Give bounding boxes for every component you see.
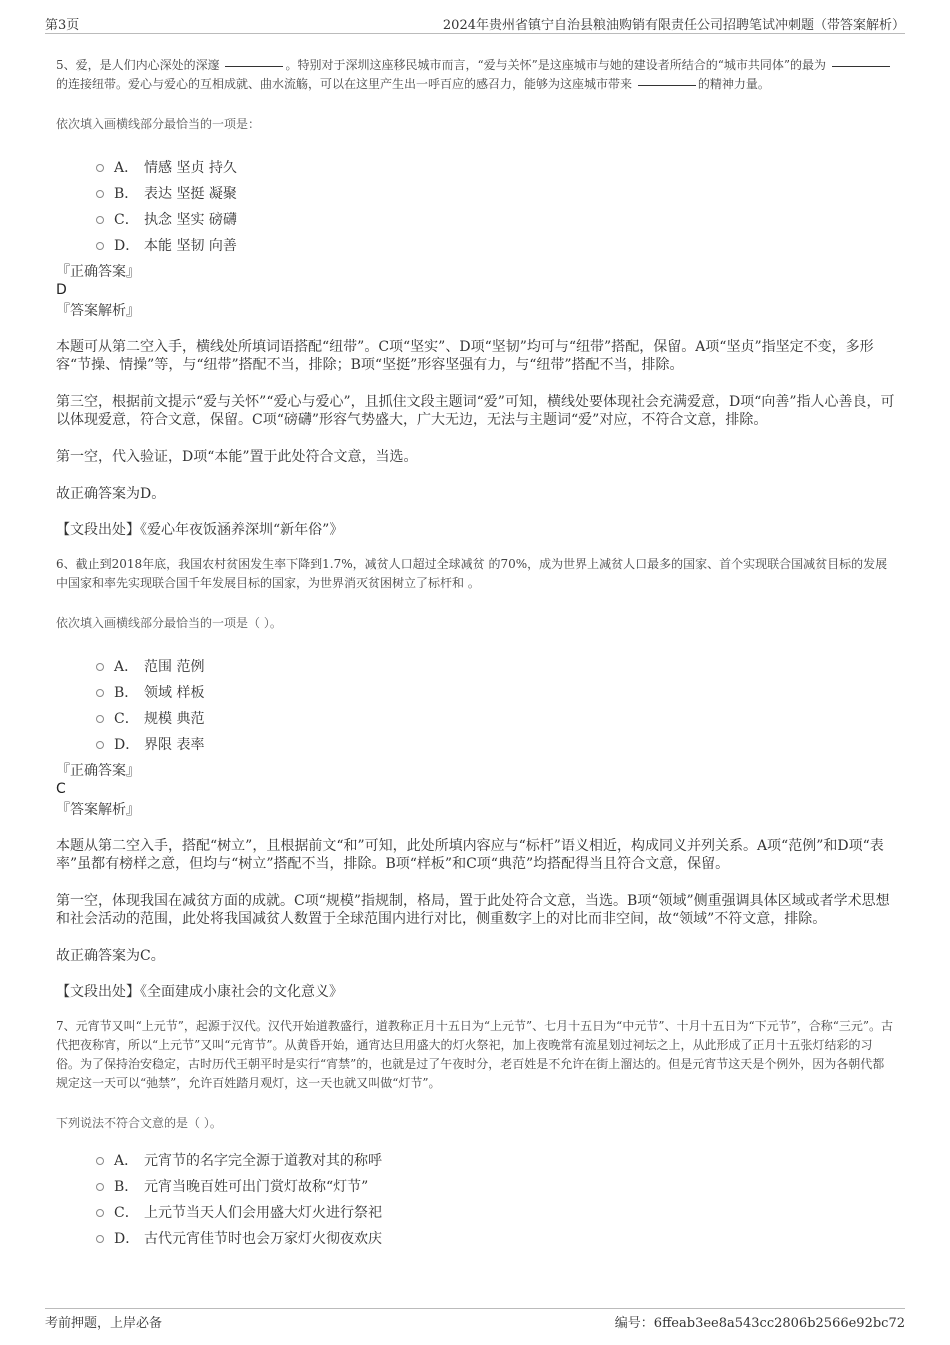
radio-icon[interactable] <box>96 741 104 749</box>
blank-line <box>832 65 890 67</box>
analysis-paragraph: 故正确答案为D。 <box>56 486 166 502</box>
option-key: B． <box>114 685 139 701</box>
blank-line <box>225 65 283 67</box>
radio-icon[interactable] <box>96 715 104 723</box>
option-key: A． <box>114 1153 139 1169</box>
analysis-paragraph: 本题可从第二空入手，横线处所填词语搭配“纽带”。C项“坚实”、D项“坚韧”均可与“纽带”搭配，保留。A项“坚贞”指坚定不变，多形容“节操、情操”等，与“纽带”搭配不当，排除；B项“坚挺”形容坚强有力，与“纽带”搭配不当，排除。 <box>56 339 874 373</box>
option-d[interactable] <box>96 233 896 259</box>
option-d[interactable] <box>96 1226 896 1252</box>
option-text: 古代元宵佳节时也会万家灯火彻夜欢庆 <box>144 1231 382 1247</box>
option-text: 界限 表率 <box>144 737 205 753</box>
question-7 <box>56 1017 896 1252</box>
document-id: 编号：6ffeab3ee8a543cc2806b2566e92bc72 <box>614 1316 905 1331</box>
option-key: B． <box>114 186 139 202</box>
option-key: C． <box>114 711 139 727</box>
option-key: C． <box>114 212 139 228</box>
option-b[interactable] <box>96 181 896 207</box>
answer-label: 『正确答案』 <box>56 264 140 280</box>
source-citation: 【文段出处】《爱心年夜饭涵养深圳“新年俗”》 <box>56 522 344 538</box>
radio-icon[interactable] <box>96 1183 104 1191</box>
option-text: 执念 坚实 磅礴 <box>144 212 237 228</box>
page-number: 第3页 <box>45 18 80 33</box>
page-footer <box>45 1312 905 1332</box>
question-prompt: 依次填入画横线部分最恰当的一项是（ ）。 <box>56 616 282 630</box>
option-key: D． <box>114 238 140 254</box>
footer-slogan: 考前押题，上岸必备 <box>45 1316 163 1331</box>
header-divider <box>45 33 905 34</box>
option-text: 上元节当天人们会用盛大灯火进行祭祀 <box>144 1205 382 1221</box>
answer-label: 『正确答案』 <box>56 763 140 779</box>
analysis-label: 『答案解析』 <box>56 802 140 818</box>
option-text: 规模 典范 <box>144 711 205 727</box>
option-a[interactable] <box>96 654 896 680</box>
document-body <box>56 56 896 1252</box>
question-5 <box>56 56 896 539</box>
question-stem: 7、元宵节又叫“上元节”，起源于汉代。汉代开始道教盛行，道教称正月十五日为“上元节”、七月十五日为“中元节”、十月十五日为“下元节”，合称“三元”。古代把夜称宵，所以“上元节”又叫“元宵节”。从黄昏开始，通宵达旦用盛大的灯火祭祀，加上夜晚常有流星划过祠坛之上，从此形成了正月十五张灯结彩的习俗。为了保持治安稳定，古时历代王朝平时是实行“宵禁”的，也就是过了午夜时分，老百姓是不允许在街上溜达的。但是元宵节这天是个例外，因为各朝代都规定这一天可以“弛禁”，允许百姓踏月观灯，这一天也就又叫做“灯节”。 <box>56 1019 893 1090</box>
page-header <box>45 14 905 34</box>
option-text: 元宵节的名字完全源于道教对其的称呼 <box>144 1153 382 1169</box>
option-text: 表达 坚挺 凝聚 <box>144 186 237 202</box>
blank-line <box>638 84 696 86</box>
stem-text: 。特别对于深圳这座移民城市而言，“爱与关怀”是这座城市与她的建设者所结合的“城市共同体”的最为 <box>285 58 827 72</box>
answer-value: D <box>56 282 67 298</box>
radio-icon[interactable] <box>96 663 104 671</box>
analysis-paragraph: 本题从第二空入手，搭配“树立”，且根据前文“和”可知，此处所填内容应与“标杆”语义相近，构成同义并列关系。A项“范例”和D项“表率”虽都有榜样之意，但均与“树立”搭配不当，排除。B项“样板”和C项“典范”均搭配得当且符合文意，保留。 <box>56 838 884 872</box>
option-key: D． <box>114 737 140 753</box>
option-key: D． <box>114 1231 140 1247</box>
question-6 <box>56 555 896 1001</box>
radio-icon[interactable] <box>96 689 104 697</box>
radio-icon[interactable] <box>96 164 104 172</box>
options-list <box>56 155 896 259</box>
option-text: 元宵当晚百姓可出门赏灯故称“灯节” <box>144 1179 369 1195</box>
analysis-paragraph: 第一空，代入验证，D项“本能”置于此处符合文意，当选。 <box>56 449 418 465</box>
option-key: B． <box>114 1179 139 1195</box>
source-citation: 【文段出处】《全面建成小康社会的文化意义》 <box>56 984 343 1000</box>
radio-icon[interactable] <box>96 1157 104 1165</box>
stem-text: 的连接纽带。爱心与爱心的互相成就、曲水流觞，可以在这里产生出一呼百应的感召力，能够为这座城市带来 <box>56 77 633 91</box>
option-c[interactable] <box>96 207 896 233</box>
option-b[interactable] <box>96 680 896 706</box>
radio-icon[interactable] <box>96 190 104 198</box>
answer-value: C <box>56 781 66 797</box>
options-list <box>56 654 896 758</box>
option-c[interactable] <box>96 706 896 732</box>
analysis-label: 『答案解析』 <box>56 303 140 319</box>
option-key: C． <box>114 1205 139 1221</box>
radio-icon[interactable] <box>96 242 104 250</box>
option-text: 范围 范例 <box>144 659 205 675</box>
analysis-paragraph: 第一空，体现我国在减贫方面的成就。C项“规模”指规制，格局，置于此处符合文意，当选。B项“领域”侧重强调具体区域或者学术思想和社会活动的范围，此处将我国减贫人数置于全球范围内进行对比，侧重数字上的对比而非空间，故“领域”不符文意，排除。 <box>56 893 890 927</box>
document-title: 2024年贵州省镇宁自治县粮油购销有限责任公司招聘笔试冲刺题（带答案解析） <box>442 18 905 33</box>
option-a[interactable] <box>96 155 896 181</box>
question-prompt: 依次填入画横线部分最恰当的一项是： <box>56 117 261 131</box>
stem-text: 5、爱，是人们内心深处的深邃 <box>56 58 220 72</box>
option-c[interactable] <box>96 1200 896 1226</box>
option-text: 情感 坚贞 持久 <box>144 160 237 176</box>
option-text: 领域 样板 <box>144 685 205 701</box>
footer-divider <box>45 1308 905 1309</box>
option-b[interactable] <box>96 1174 896 1200</box>
question-prompt: 下列说法不符合文意的是（ ）。 <box>56 1116 222 1130</box>
radio-icon[interactable] <box>96 1235 104 1243</box>
stem-text: 的精神力量。 <box>697 77 770 91</box>
option-text: 本能 坚韧 向善 <box>144 238 237 254</box>
radio-icon[interactable] <box>96 1209 104 1217</box>
option-key: A． <box>114 160 139 176</box>
option-key: A． <box>114 659 139 675</box>
analysis-paragraph: 故正确答案为C。 <box>56 948 165 964</box>
radio-icon[interactable] <box>96 216 104 224</box>
option-d[interactable] <box>96 732 896 758</box>
question-stem: 6、截止到2018年底，我国农村贫困发生率下降到1.7%，减贫人口超过全球减贫 的70%，成为世界上减贫人口最多的国家、首个实现联合国减贫目标的发展中国家和率先实现联合国千年发展目标的国家，为世界消灭贫困树立了标杆和 。 <box>56 557 888 590</box>
analysis-paragraph: 第三空，根据前文提示“爱与关怀”“爱心与爱心”，且抓住文段主题词“爱”可知，横线处要体现社会充满爱意，D项“向善”指人心善良，可以体现爱意，符合文意，保留。C项“磅礴”形容气势盛大，广大无边，无法与主题词“爱”对应，不符合文意，排除。 <box>56 394 895 428</box>
option-a[interactable] <box>96 1148 896 1174</box>
question-stem <box>56 56 896 94</box>
options-list <box>56 1148 896 1252</box>
